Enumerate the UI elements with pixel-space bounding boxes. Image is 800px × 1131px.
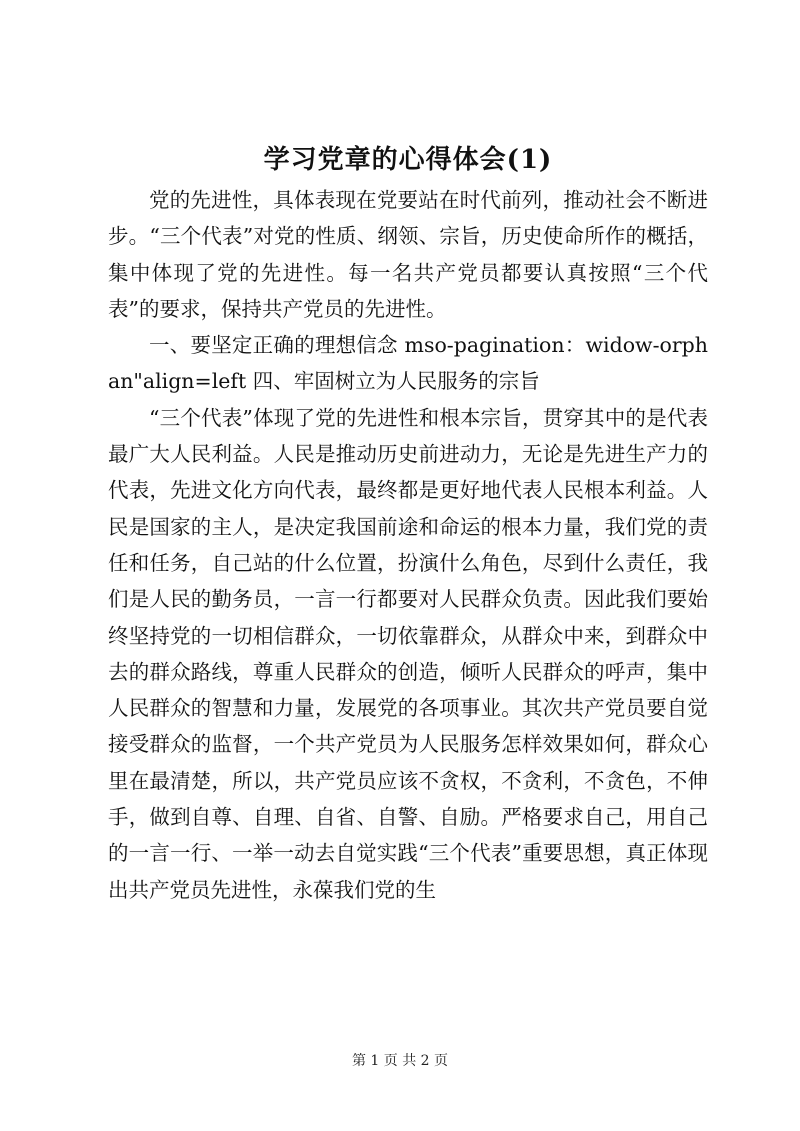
paragraph-2: 一、要坚定正确的理想信念 mso-pagination：widow-orphan"align=left 四、牢固树立为人民服务的宗旨 bbox=[108, 333, 708, 394]
paragraph-3: “三个代表”体现了党的先进性和根本宗旨，贯穿其中的是代表最广大人民利益。人民是推动历史前进动力，无论是先进生产力的代表，先进文化方向代表，最终都是更好地代表人民根本利益。人民是国家的主人，是决定我国前途和命运的根本力量，我们党的责任和任务，自己站的什么位置，扮演什么角色，尽到什么责任，我们是人民的勤务员，一言一行都要对人民群众负责。因此我们要始终坚持党的一切相信群众，一切依靠群众，从群众中来，到群众中去的群众路线，尊重人民群众的创造，倾听人民群众的呼声，集中人民群众的智慧和力量，发展党的各项事业。其次共产党员要自觉接受群众的监督，一个共产党员为人民服务怎样效果如何，群众心里在最清楚，所以，共产党员应该不贪权，不贪利，不贪色，不伸手，做到自尊、自理、自省、自警、自励。严格要求自己，用自己的一言一行、一举一动去自觉实践“三个代表”重要思想，真正体现出共产党员先进性，永葆我们党的生 bbox=[108, 405, 708, 902]
document-title: 学习党章的心得体会(1) bbox=[263, 145, 553, 175]
paragraph-1: 党的先进性，具体表现在党要站在时代前列，推动社会不断进步。“三个代表”对党的性质、纲领、宗旨，历史使命所作的概括，集中体现了党的先进性。每一名共产党员都要认真按照“三个代表”的要求，保持共产党员的先进性。 bbox=[108, 188, 708, 321]
document-page bbox=[108, 138, 708, 908]
page-footer: 第 1 页 共 2 页 bbox=[351, 1053, 449, 1069]
